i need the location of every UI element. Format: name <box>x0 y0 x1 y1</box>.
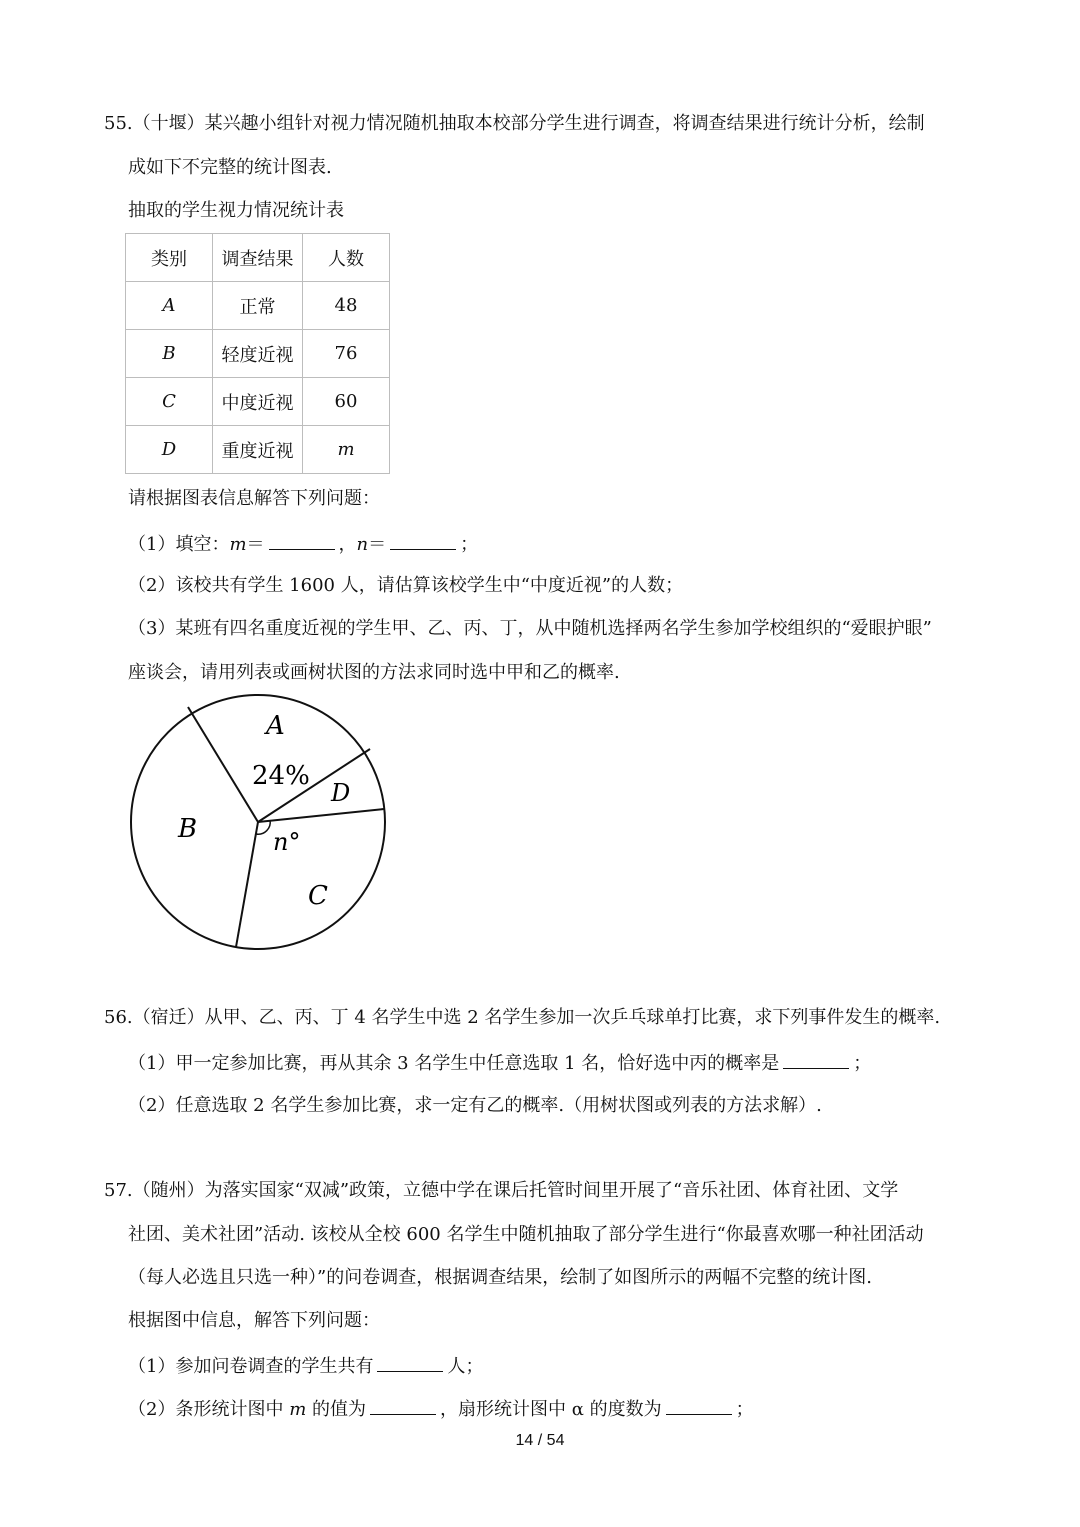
table-row <box>126 426 390 474</box>
separator: ， <box>338 534 357 555</box>
q55-text-line1: 55.（十堰）某兴趣小组针对视力情况随机抽取本校部分学生进行调查，将调查结果进行统计分析，绘制 <box>104 113 925 134</box>
table-row <box>126 282 390 330</box>
q57-sub2-mid: 的值为 <box>312 1399 366 1420</box>
table-cell: 轻度近视 <box>213 330 303 378</box>
q55-sub1-prefix: （1）填空： <box>128 534 230 555</box>
var-m: m <box>289 1399 307 1420</box>
q56-sub2: （2）任意选取 2 名学生参加比赛，求一定有乙的概率.（用树状图或列表的方法求解）. <box>128 1095 822 1116</box>
q56-sub1-text: （1）甲一定参加比赛，再从其余 3 名学生中任意选取 1 名，恰好选中丙的概率是 <box>128 1053 780 1074</box>
table-cell: 中度近视 <box>213 378 303 426</box>
equals-sign: ＝ <box>246 534 265 555</box>
q55-sub1 <box>128 531 478 557</box>
q55-sub3-line1: （3）某班有四名重度近视的学生甲、乙、丙、丁，从中随机选择两名学生参加学校组织的“爱眼护眼” <box>128 618 932 639</box>
answer-blank-q57-alpha[interactable] <box>666 1396 732 1415</box>
q55-text-line2: 成如下不完整的统计图表. <box>128 157 332 178</box>
q57-text-line3: （每人必选且只选一种）”的问卷调查，根据调查结果，绘制了如图所示的两幅不完整的统计图. <box>128 1267 872 1288</box>
answer-blank-m[interactable] <box>269 531 335 550</box>
table-header: 调查结果 <box>213 234 303 282</box>
answer-blank-q57-count[interactable] <box>377 1353 443 1372</box>
pie-label-c: C <box>308 881 328 911</box>
line-end: 人； <box>447 1356 484 1377</box>
table-cell: 正常 <box>213 282 303 330</box>
var-n: n <box>356 534 369 555</box>
equals-sign: ＝ <box>368 534 387 555</box>
pie-angle-label: n° <box>273 828 301 856</box>
q55-prompt: 请根据图表信息解答下列问题： <box>128 488 380 509</box>
table-header-row <box>126 234 390 282</box>
answer-blank-n[interactable] <box>390 531 456 550</box>
q56-text-line1: 56.（宿迁）从甲、乙、丙、丁 4 名学生中选 2 名学生参加一次乒乓球单打比赛，求下列事件发生的概率. <box>104 1007 941 1028</box>
pie-label-a: A <box>266 711 285 741</box>
q57-sub2-mid2: ，扇形统计图中 α 的度数为 <box>440 1399 662 1420</box>
pie-chart <box>100 690 400 960</box>
table-row <box>126 378 390 426</box>
q57-text-line1: 57.（随州）为落实国家“双减”政策，立德中学在课后托管时间里开展了“音乐社团、体育社团、文学 <box>104 1180 899 1201</box>
answer-blank-q57-m[interactable] <box>370 1396 436 1415</box>
table-cell: 76 <box>303 330 390 378</box>
table-cell: m <box>303 426 390 474</box>
q55-table-title: 抽取的学生视力情况统计表 <box>128 200 344 221</box>
q55-sub2: （2）该校共有学生 1600 人，请估算该校学生中“中度近视”的人数； <box>128 575 684 596</box>
line-end: ； <box>735 1399 754 1420</box>
table-cell: D <box>126 426 213 474</box>
answer-blank-q56[interactable] <box>783 1050 849 1069</box>
pie-label-d: D <box>331 779 351 807</box>
table-cell: B <box>126 330 213 378</box>
q55-sub3-line2: 座谈会，请用列表或画树状图的方法求同时选中甲和乙的概率. <box>128 662 620 683</box>
q57-sub1 <box>128 1353 483 1379</box>
table-cell: C <box>126 378 213 426</box>
vision-stat-table <box>125 233 390 474</box>
q57-sub1-text: （1）参加问卷调查的学生共有 <box>128 1356 374 1377</box>
q57-text-line2: 社团、美术社团”活动. 该校从全校 600 名学生中随机抽取了部分学生进行“你最喜欢哪一种社团活动 <box>128 1224 924 1245</box>
pie-divider-a-b <box>188 707 258 822</box>
table-header: 人数 <box>303 234 390 282</box>
q57-sub2-prefix: （2）条形统计图中 <box>128 1399 284 1420</box>
q57-prompt: 根据图中信息，解答下列问题： <box>128 1310 380 1331</box>
table-cell: 60 <box>303 378 390 426</box>
pie-label-a-percent: 24% <box>252 761 310 791</box>
q57-sub2 <box>128 1396 754 1422</box>
page-number: 14 / 54 <box>515 1432 565 1449</box>
var-m: m <box>229 534 247 555</box>
table-cell: A <box>126 282 213 330</box>
table-header: 类别 <box>126 234 213 282</box>
table-cell: 重度近视 <box>213 426 303 474</box>
pie-divider-c-b <box>236 822 258 947</box>
table-cell: 48 <box>303 282 390 330</box>
line-end: ； <box>853 1053 872 1074</box>
pie-label-b: B <box>178 814 198 844</box>
pie-divider-d-c <box>258 809 384 822</box>
q56-sub1 <box>128 1050 871 1076</box>
line-end: ； <box>460 534 479 555</box>
table-row <box>126 330 390 378</box>
